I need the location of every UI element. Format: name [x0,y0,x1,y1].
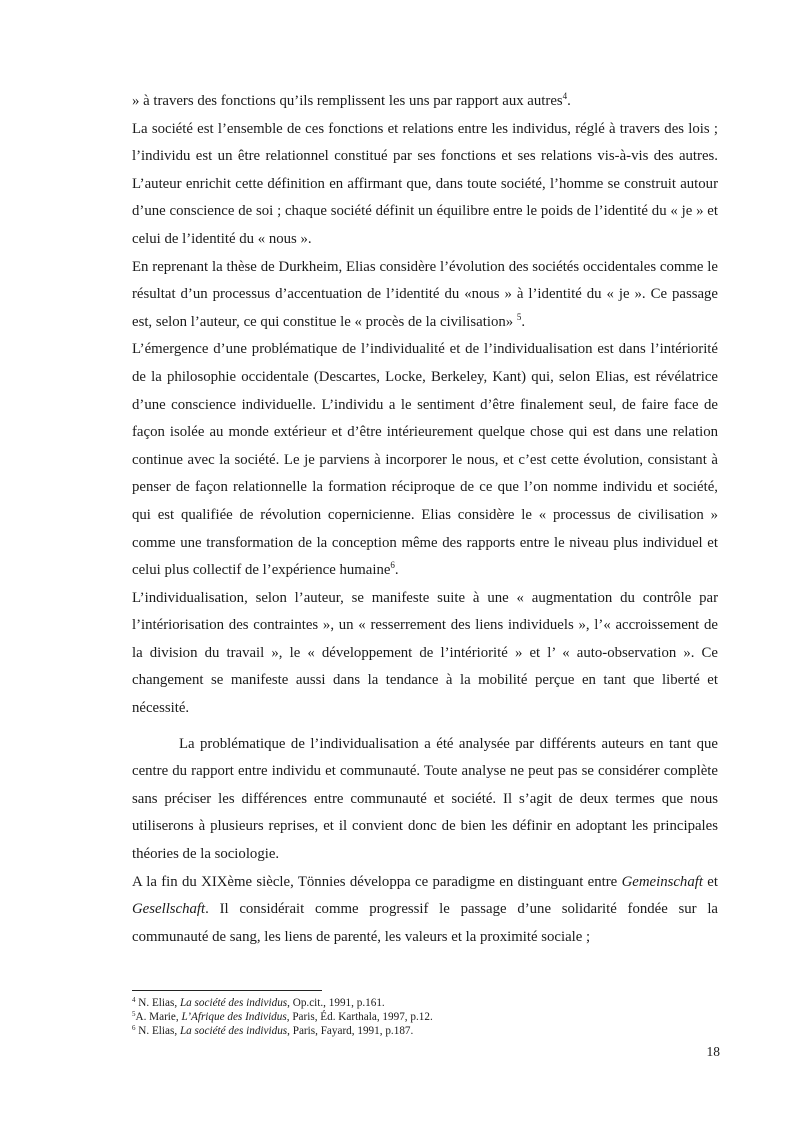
footnote-5: $^5$A. Marie, L’Afrique des Individus, Paris, Éd. Karthala, 1997, p.12. [132,1010,433,1024]
paragraph-4: L’émergence d’une problématique de l’individualité et de l’individualisation est dans l’intériorité de la philosophie occidentale (Descartes, Locke, Berkeley, Kant) qui, selon Elias, est révélatrice d’une conscience individuelle. L’individu a le sentiment d’être finalement seul, de faire face de façon isolée au monde extérieur et d’être intérieurement quelque chose qui est dans une relation continue avec la société. Le je parviens à incorporer le nous, et c’est cette évolution, consistant à penser de façon relationnelle la formation réciproque de ce que l’on nomme individu et société, qui est qualifiée de révolution copernicienne. Elias considère le « processus de civilisation » comme une transformation de la conception même des rapports entre le niveau plus individuel et celui plus collectif de l’expérience humaine$^6$. [132,341,718,579]
footnote-separator [132,990,322,991]
paragraph-6: La problématique de l’individualisation a été analysée par différents auteurs en tant que centre du rapport entre individu et communauté. Toute analyse ne peut pas se considérer complète sans préciser les différences entre communauté et société. Il s’agit de deux termes que nous utiliserons à plusieurs reprises, et il convient donc de bien les définir en adoptant les principales théories de la sociologie. [132,735,718,863]
paragraph-2: La société est l’ensemble de ces fonctions et relations entre les individus, réglé à travers des lois ; l’individu est un être relationnel constitué par ses fonctions et ses relations vis-à-vis des autres. L’auteur enrichit cette définition en affirmant que, dans toute société, l’homme se construit autour d’une conscience de soi ; chaque société définit un équilibre entre le poids de l’identité du « je » et celui de l’identité du « nous ». [132,120,718,247]
paragraph-7: A la fin du XIXème siècle, Tönnies développa ce paradigme en distinguant entre Gemeinschaft et Gesellschaft. Il considérait comme progressif le passage d’une solidarité fondée sur la communauté de sang, les liens de parenté, les valeurs et la proximité sociale ; [132,873,718,945]
paragraph-5: L’individualisation, selon l’auteur, se manifeste suite à une « augmentation du contrôle par l’intériorisation des contraintes », un « resserrement des liens individuels », l’« accroissement de la division du travail », le « développement de l’intériorité » et l’ « auto-observation ». Ce changement se manifeste aussi dans la tendance à la mobilité perçue en tant que liberté et nécessité. [132,589,718,717]
paragraph-1: » à travers des fonctions qu’ils remplissent les uns par rapport aux autres$^4$. [132,91,571,109]
footnote-ref-6[interactable]: 6 [390,560,395,571]
footnote-ref-5[interactable]: 5 [516,311,522,322]
term-gemeinschaft: Gemeinschaft [621,873,703,890]
term-gesellschaft: Gesellschaft [132,901,206,918]
page-number: 18 [706,1044,720,1059]
body-text [132,88,718,951]
footnotes [132,996,718,1039]
footnote-ref-4[interactable]: 4 [562,91,568,101]
paragraph-3: En reprenant la thèse de Durkheim, Elias considère l’évolution des sociétés occidentales comme le résultat d’un processus d’accentuation de l’identité du «nous » à l’identité du « je ». Ce passage est, selon l’auteur, ce qui constitue le « procès de la civilisation» $^5$. [132,258,718,330]
footnote-4: $^4$ N. Elias, La société des individus, Op.cit., 1991, p.161. [132,996,385,1009]
footnote-6: $^6$ N. Elias, La société des individus, Paris, Fayard, 1991, p.187. [132,1024,414,1038]
